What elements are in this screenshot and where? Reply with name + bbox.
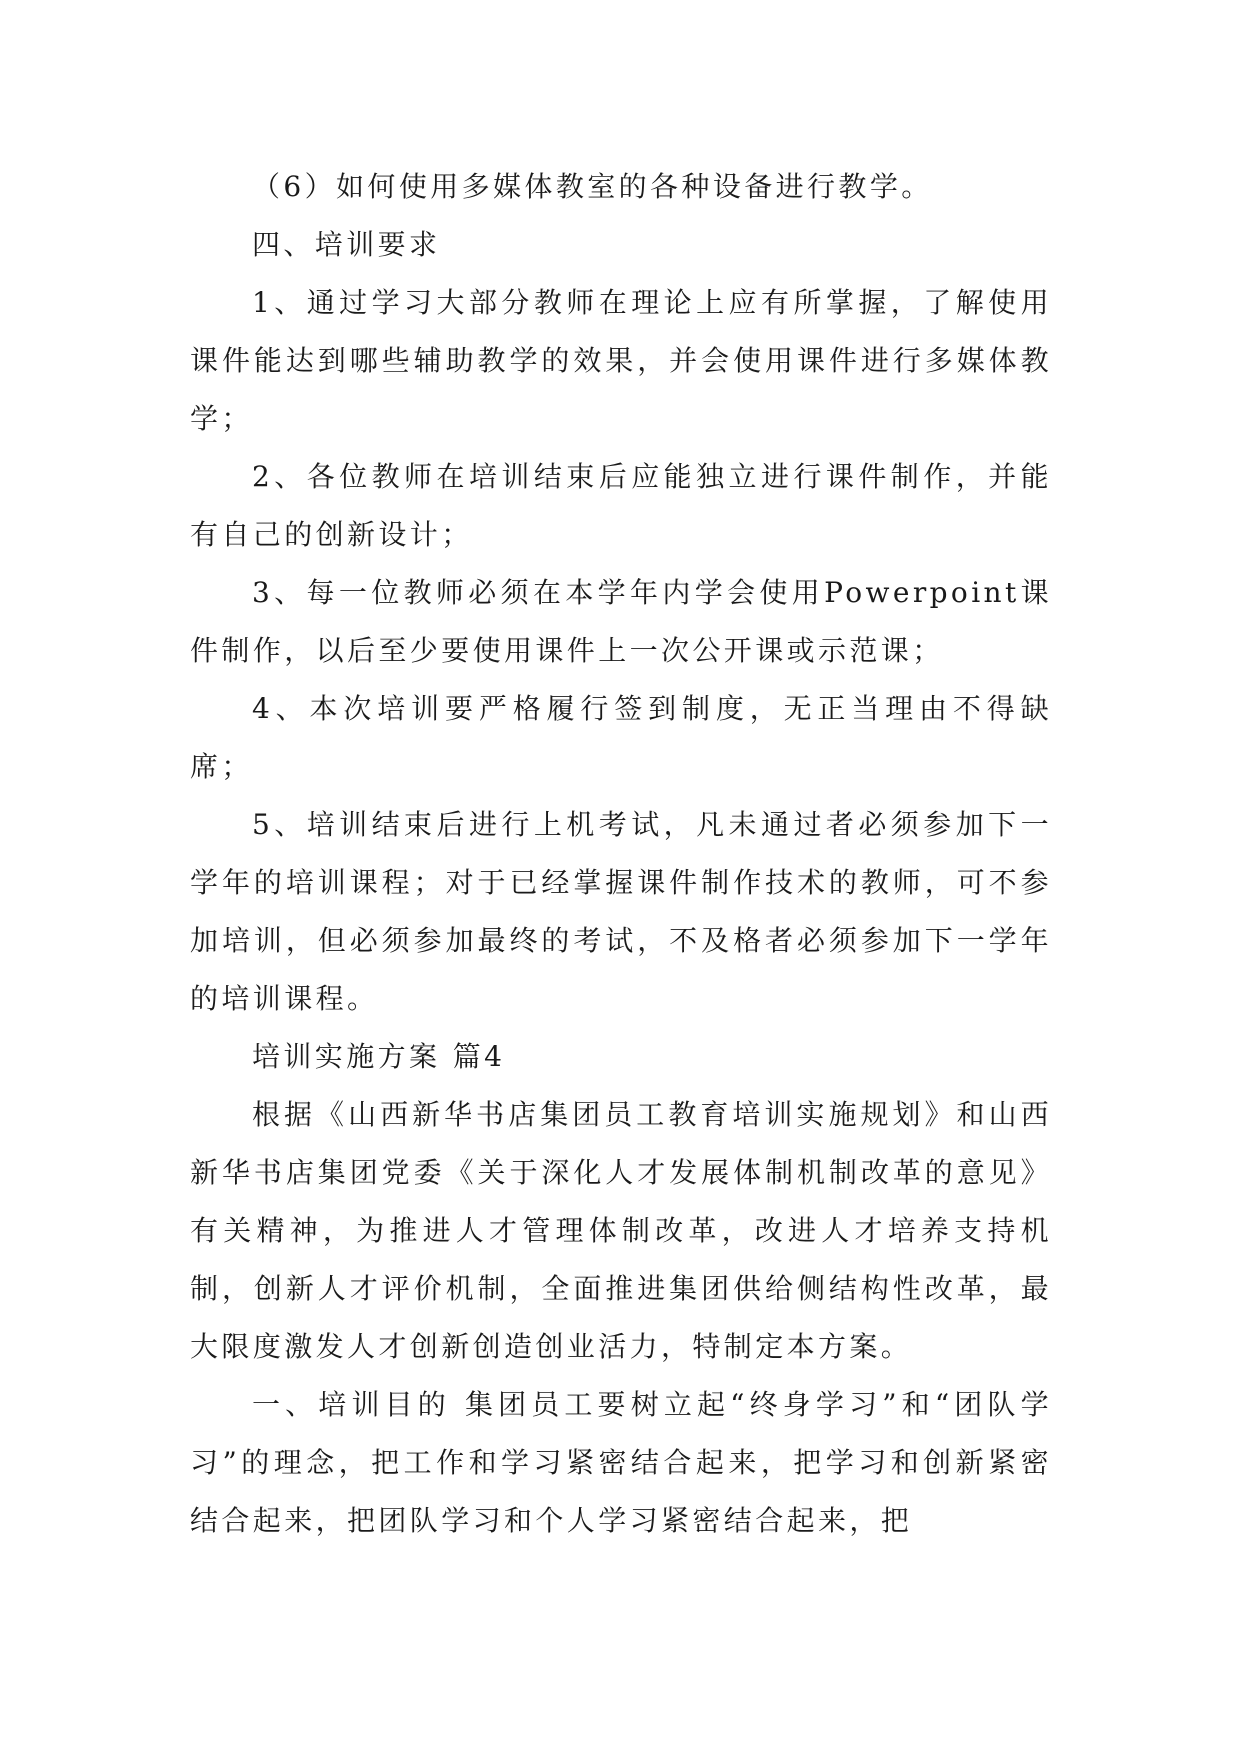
paragraph-requirement-2: 2、各位教师在培训结束后应能独立进行课件制作，并能有自己的创新设计； — [190, 460, 1052, 551]
paragraph-requirement-3: 3、每一位教师必须在本学年内学会使用Powerpoint课件制作，以后至少要使用课件上一次公开课或示范课； — [190, 576, 1052, 667]
paragraph-requirement-4: 4、本次培训要严格履行签到制度，无正当理由不得缺席； — [190, 692, 1052, 783]
paragraph-requirement-5: 5、培训结束后进行上机考试，凡未通过者必须参加下一学年的培训课程；对于已经掌握课件制作技术的教师，可不参加培训，但必须参加最终的考试，不及格者必须参加下一学年的培训课程。 — [190, 808, 1052, 1015]
paragraph-requirement-1: 1、通过学习大部分教师在理论上应有所掌握，了解使用课件能达到哪些辅助教学的效果，并会使用课件进行多媒体教学； — [190, 286, 1052, 435]
section-title-plan-4: 培训实施方案 篇4 — [252, 1040, 506, 1073]
document-body — [190, 158, 1052, 1550]
paragraph-plan-basis: 根据《山西新华书店集团员工教育培训实施规划》和山西新华书店集团党委《关于深化人才发展体制机制改革的意见》有关精神，为推进人才管理体制改革，改进人才培养支持机制，创新人才评价机制，全面推进集团供给侧结构性改革，最大限度激发人才创新创造创业活力，特制定本方案。 — [190, 1098, 1052, 1363]
paragraph-training-purpose: 一、培训目的 集团员工要树立起“终身学习”和“团队学习”的理念，把工作和学习紧密结合起来，把学习和创新紧密结合起来，把团队学习和个人学习紧密结合起来，把 — [190, 1388, 1052, 1537]
heading-training-requirements: 四、培训要求 — [252, 228, 441, 261]
paragraph-multimedia-classroom: （6）如何使用多媒体教室的各种设备进行教学。 — [252, 170, 933, 203]
